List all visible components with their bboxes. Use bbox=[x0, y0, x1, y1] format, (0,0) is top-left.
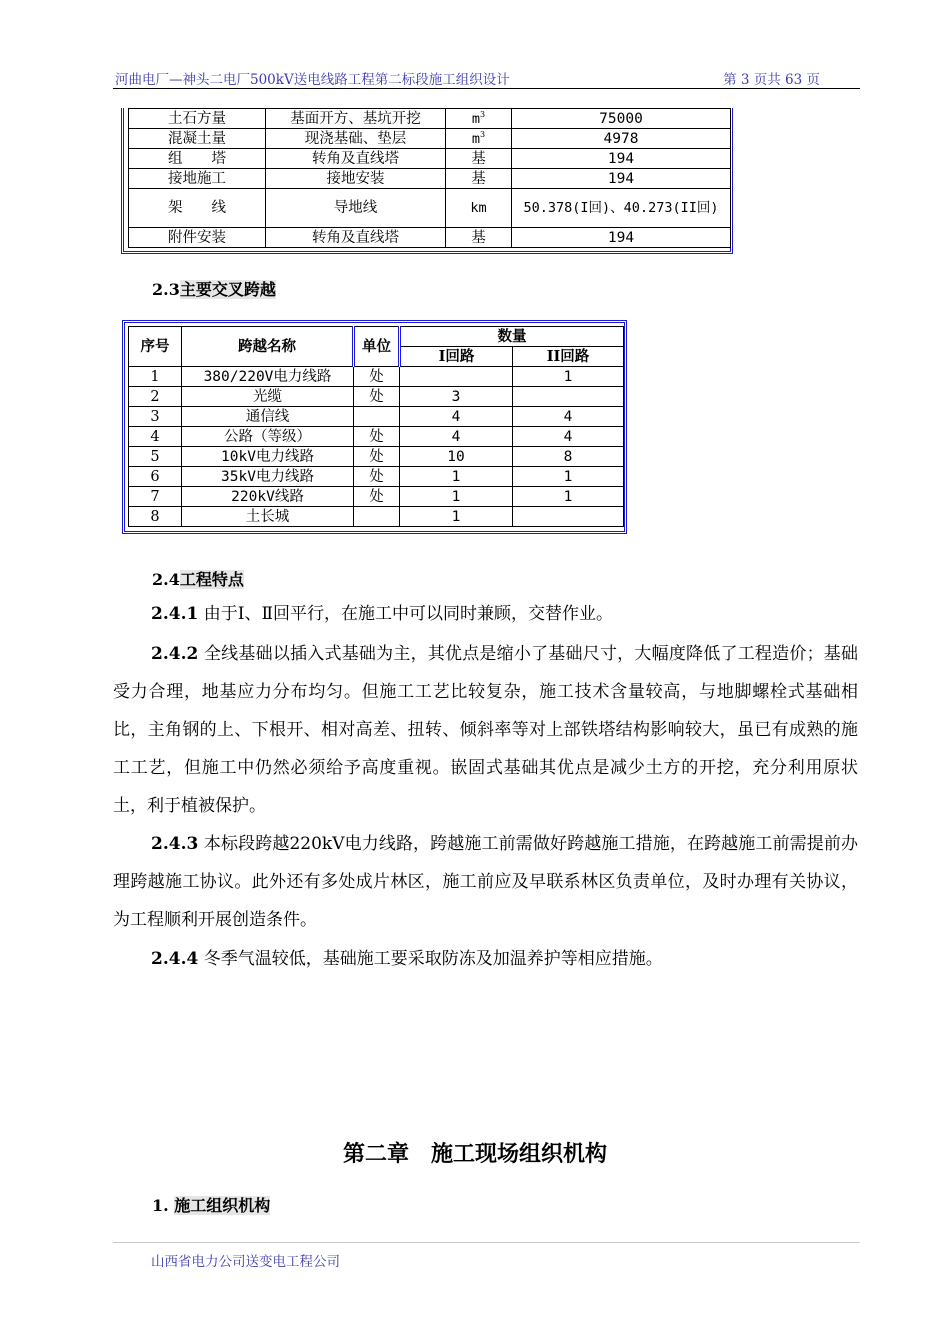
table-cell: 380/220V电力线路 bbox=[182, 367, 354, 387]
table-cell: 转角及直线塔 bbox=[266, 228, 446, 248]
table-cell: 1 bbox=[400, 487, 513, 507]
table-row bbox=[129, 487, 624, 507]
table-cell: 接地施工 bbox=[129, 169, 266, 189]
chapter-title: 第二章 施工现场组织机构 bbox=[342, 1141, 607, 1167]
table-cell: 5 bbox=[129, 447, 182, 467]
section-heading: 2.4工程特点 bbox=[152, 570, 244, 589]
table-cell: 194 bbox=[512, 149, 731, 169]
table-cell: 10kV电力线路 bbox=[182, 447, 354, 467]
table-cell: 3 bbox=[400, 387, 513, 407]
table-cell: 1 bbox=[513, 487, 624, 507]
table-cell: 4 bbox=[400, 407, 513, 427]
table-cell: 1 bbox=[400, 467, 513, 487]
table-cell: 194 bbox=[512, 169, 731, 189]
work-quantity-table bbox=[121, 108, 733, 254]
table-cell bbox=[513, 507, 624, 527]
table-cell: 220kV线路 bbox=[182, 487, 354, 507]
table-cell: 4978 bbox=[512, 129, 731, 149]
table-cell: 6 bbox=[129, 467, 182, 487]
column-header: 跨越名称 bbox=[182, 327, 354, 367]
table-row bbox=[129, 367, 624, 387]
table-row bbox=[129, 427, 624, 447]
table-cell: 架 线 bbox=[129, 189, 266, 228]
table-row bbox=[129, 109, 731, 129]
table-cell: 50.378(I回)、40.273(II回) bbox=[512, 189, 731, 228]
unit-cell: $m^3$ bbox=[446, 129, 512, 149]
table-cell: 土石方量 bbox=[129, 109, 266, 129]
table-cell: 处 bbox=[354, 447, 400, 467]
paragraph: 2.4.4 冬季气温较低，基础施工要采取防冻及加温养护等相应措施。 bbox=[151, 949, 663, 969]
crossing-table bbox=[122, 320, 627, 534]
table-cell: 附件安装 bbox=[129, 228, 266, 248]
table-cell: 75000 bbox=[512, 109, 731, 129]
table-row bbox=[129, 467, 624, 487]
table-row bbox=[129, 387, 624, 407]
table-cell: 1 bbox=[513, 367, 624, 387]
table-cell: 8 bbox=[513, 447, 624, 467]
column-header: II回路 bbox=[513, 347, 624, 367]
section-heading: 1. 施工组织机构 bbox=[152, 1196, 271, 1215]
table-cell: 光缆 bbox=[182, 387, 354, 407]
section-heading: 2.3主要交叉跨越 bbox=[152, 280, 276, 299]
paragraph: 2.4.3 本标段跨越220kV电力线路，跨越施工前需做好跨越施工措施，在跨越施工前需提前办理跨越施工协议。此外还有多处成片林区，施工前应及早联系林区负责单位，及时办理有关协议，为工程顺利开展创造条件。 bbox=[113, 834, 859, 930]
table-cell: 基 bbox=[446, 169, 512, 189]
table-cell: 处 bbox=[354, 387, 400, 407]
table-cell: 通信线 bbox=[182, 407, 354, 427]
table-cell: 2 bbox=[129, 387, 182, 407]
table-cell: 4 bbox=[513, 427, 624, 447]
table-row bbox=[129, 228, 731, 248]
table-cell: 处 bbox=[354, 427, 400, 447]
table-cell: 1 bbox=[400, 507, 513, 527]
table-cell: 处 bbox=[354, 367, 400, 387]
table-cell: 3 bbox=[129, 407, 182, 427]
page-header bbox=[113, 66, 860, 89]
column-header: 序号 bbox=[129, 327, 182, 367]
table-cell bbox=[400, 367, 513, 387]
paragraph: 2.4.1 由于Ⅰ、Ⅱ回平行，在施工中可以同时兼顾，交替作业。 bbox=[151, 604, 614, 624]
table-row bbox=[129, 447, 624, 467]
table-cell: 7 bbox=[129, 487, 182, 507]
table-cell: 基 bbox=[446, 149, 512, 169]
table-cell: 4 bbox=[129, 427, 182, 447]
table-cell: 10 bbox=[400, 447, 513, 467]
column-header: I回路 bbox=[400, 347, 513, 367]
table-cell: 现浇基础、垫层 bbox=[266, 129, 446, 149]
table-cell: 基 bbox=[446, 228, 512, 248]
table-cell bbox=[513, 387, 624, 407]
column-header: 单位 bbox=[354, 327, 400, 367]
table-cell: 公路（等级） bbox=[182, 427, 354, 447]
table-cell bbox=[354, 407, 400, 427]
unit-cell: $m^3$ bbox=[446, 109, 512, 129]
table-row bbox=[129, 407, 624, 427]
table-cell: 4 bbox=[400, 427, 513, 447]
table-cell: 混凝土量 bbox=[129, 129, 266, 149]
table-cell: 1 bbox=[513, 467, 624, 487]
table-row bbox=[129, 189, 731, 228]
table-row bbox=[129, 169, 731, 189]
table-cell: 处 bbox=[354, 467, 400, 487]
table-cell: km bbox=[446, 189, 512, 228]
paragraph: 2.4.2 全线基础以插入式基础为主，其优点是缩小了基础尺寸，大幅度降低了工程造价；基础受力合理，地基应力分布均匀。但施工工艺比较复杂，施工技术含量较高，与地脚螺栓式基础相比，主角钢的上、下根开、相对高差、扭转、倾斜率等对上部铁塔结构影响较大，虽已有成熟的施工工艺，但施工中仍然必须给予高度重视。嵌固式基础其优点是减少土方的开挖，充分利用原状土，利于植被保护。 bbox=[113, 644, 858, 816]
table-cell: 组 塔 bbox=[129, 149, 266, 169]
table-cell: 35kV电力线路 bbox=[182, 467, 354, 487]
table-cell: 基面开方、基坑开挖 bbox=[266, 109, 446, 129]
table-row bbox=[129, 149, 731, 169]
page-footer bbox=[113, 1242, 860, 1270]
table-cell: 4 bbox=[513, 407, 624, 427]
table-cell: 8 bbox=[129, 507, 182, 527]
table-cell: 处 bbox=[354, 487, 400, 507]
column-header: 数量 bbox=[400, 327, 624, 347]
table-cell: 194 bbox=[512, 228, 731, 248]
table-cell: 接地安装 bbox=[266, 169, 446, 189]
page-number: 第 3 页共 63 页 bbox=[723, 72, 820, 88]
table-row bbox=[129, 507, 624, 527]
table-cell: 土长城 bbox=[182, 507, 354, 527]
company-name: 山西省电力公司送变电工程公司 bbox=[151, 1254, 340, 1270]
document-title: 河曲电厂—神头二电厂500kV送电线路工程第二标段施工组织设计 bbox=[115, 72, 510, 88]
table-cell: 1 bbox=[129, 367, 182, 387]
table-cell: 导地线 bbox=[266, 189, 446, 228]
table-row bbox=[129, 129, 731, 149]
table-cell: 转角及直线塔 bbox=[266, 149, 446, 169]
table-cell bbox=[354, 507, 400, 527]
table-header-row bbox=[129, 327, 624, 347]
